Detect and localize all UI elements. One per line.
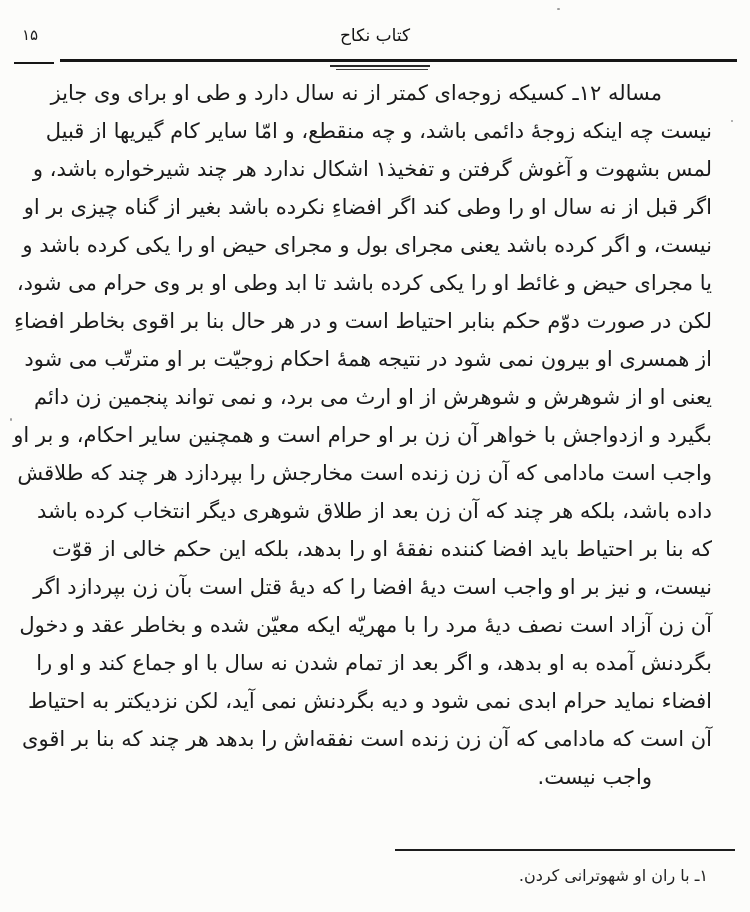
title-underline-top [330, 65, 430, 67]
body-line: آن است که مادامی که آن زن زنده است نفقه‌اش را بدهد هر چند که بنا بر اقوی [22, 727, 712, 751]
footnote-separator-rule [395, 849, 735, 851]
scan-speck [10, 418, 12, 421]
body-line: از همسری او بیرون نمی شود در نتیجه همهٔ احکام زوجیّت بر او مترتّب می شود [24, 347, 712, 371]
body-line: واجب نیست. [537, 765, 652, 789]
body-line: واجب است مادامی که آن زن زنده است مخارجش را بپردازد هر چند که طلاقش [17, 461, 712, 485]
body-line: یعنی او از شوهرش و شوهرش از او ارث می برد، و نمی تواند پنجمین زن دائم [34, 385, 712, 409]
body-line: نیست، و نیز بر او واجب است دیهٔ افضا را که دیهٔ قتل است بآن زن بپردازد اگر [33, 575, 712, 599]
scan-speck [731, 120, 733, 122]
body-line: داده باشد، بلکه هر چند که آن زن بعد از طلاق شوهری دیگر انتخاب کرده باشد [36, 499, 712, 523]
body-line: بگیرد و ازدواجش با خواهر آن زن بر او حرام است و همچنین سایر احکام، و بر او [13, 423, 712, 447]
page-number-underline [14, 62, 54, 64]
body-line: اگر قبل از نه سال او را وطی کند اگر افضاءِ نکرده باشد بغیر از گناه چیزی بر او [23, 195, 712, 219]
body-line: یا مجرای حیض و غائط او را یکی کرده باشد تا ابد وطی او بر وی حرام می شود، [16, 271, 712, 295]
body-line: لمس بشهوت و آغوش گرفتن و تفخیذ۱ اشکال ندارد هر چند شیرخواره باشد، و [32, 157, 712, 181]
body-line: مساله ۱۲ـ کسیکه زوجه‌ای کمتر از نه سال دارد و طی او برای وی جایز [50, 81, 662, 105]
body-line: نیست، و اگر کرده باشد یعنی مجرای بول و مجرای حیض او را یکی کرده باشد و [22, 233, 712, 257]
body-line: لکن در صورت دوّم حکم بنابر احتیاط است و در هر حال بنا بر اقوی بخاطر افضاءِ [14, 309, 712, 333]
body-line: نیست چه اینکه زوجهٔ دائمی باشد، و چه منقطع، و امّا سایر کام گیریها از قبیل [45, 119, 712, 143]
page-header-title: كتاب نكاح [339, 26, 411, 46]
body-line: بگردنش آمده به او بدهد، و اگر بعد از تمام شدن نه سال با او جماع کند و او را [36, 651, 712, 675]
body-paragraph [13, 74, 712, 796]
body-line: آن زن آزاد است نصف دیهٔ مرد را با مهریّه ایکه معیّن شده و بخاطر عقد و دخول [19, 613, 712, 637]
page-number: ۱۵ [22, 26, 39, 44]
footnote-text: ۱ـ با ران او شهوترانی کردن. [518, 866, 708, 885]
body-line: افضاء نماید حرام ابدی نمی شود و دیه بگردنش نمی آید، لکن نزدیکتر به احتیاط [28, 689, 712, 713]
header-rule [60, 59, 737, 62]
title-underline-bottom [336, 69, 428, 70]
scan-speck [557, 8, 560, 10]
body-line: که بنا بر احتیاط باید افضا کننده نفقهٔ او را بدهد، بلکه این حکم خالی از قوّت [52, 537, 712, 561]
